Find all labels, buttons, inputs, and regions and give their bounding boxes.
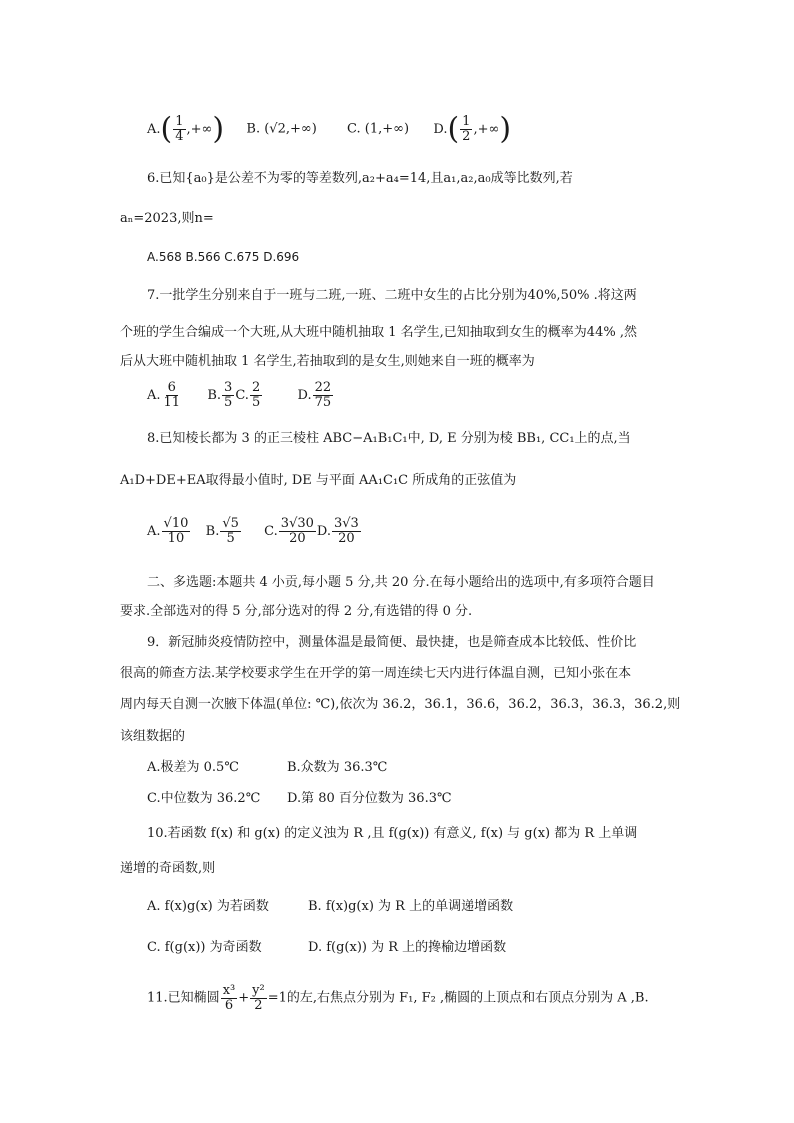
- q7-c-label: C.: [235, 387, 249, 403]
- q7-d-denominator: 75: [314, 394, 332, 410]
- q7-d-numerator: 22: [314, 380, 332, 395]
- q9-option-b: B.众数为 36.3℃: [287, 760, 388, 775]
- q5-a-denominator: 4: [175, 128, 184, 144]
- q8-option-a: [147, 516, 191, 546]
- q8-stem-line2: A₁D+DE+EA取得最小值时, DE 与平面 AA₁C₁C 所成角的正弦值为: [120, 473, 517, 488]
- q5-a-label: A.: [147, 121, 161, 137]
- q7-stem-line1: 7.一批学生分别来自于一班与二班,一班、二班中女生的占比分别为40%,50% .将这两: [147, 288, 637, 303]
- q8-b-fraction: [220, 517, 241, 545]
- q7-b-fraction: [222, 381, 234, 409]
- q8-option-d: [316, 516, 362, 546]
- section2-intro-line2: 要求.全部选对的得 5 分,部分选对的得 2 分,有选错的得 0 分.: [120, 604, 473, 619]
- q6-stem-line1: 6.已知{a₀}是公差不为零的等差数列,a₂+a₄=14,且a₁,a₂,a₀成等比数列,若: [147, 171, 573, 186]
- q9-option-a: A.极差为 0.5℃: [147, 760, 239, 775]
- q8-c-fraction: [279, 517, 316, 545]
- q9-stem-line1: 9．新冠肺炎疫情防控中，测量体温是最简便、最快捷，也是筛查成本比较低、性价比: [147, 635, 637, 650]
- q11-x-denominator: 6: [224, 997, 234, 1013]
- q5-options: [147, 111, 512, 146]
- q7-a-numerator: 6: [167, 380, 176, 395]
- q10-option-b: B. f(x)g(x) 为 R 上的单调递增函数: [308, 899, 514, 914]
- q7-d-fraction: [313, 381, 334, 409]
- q5-d-open-paren: (: [447, 111, 460, 146]
- q10-option-a: A. f(x)g(x) 为若函数: [147, 899, 269, 914]
- q5-option-a: [147, 111, 228, 146]
- q5-a-numerator: 1: [175, 113, 184, 129]
- q6-stem-line2: aₙ=2023,则n=: [120, 211, 214, 226]
- q7-d-label: D.: [297, 387, 312, 403]
- q7-option-d: [297, 380, 335, 410]
- q5-option-d: [433, 111, 512, 146]
- q9-option-d: D.第 80 百分位数为 36.3℃: [287, 791, 452, 806]
- q7-option-b: [207, 380, 235, 410]
- q8-b-label: B.: [205, 523, 220, 539]
- q7-options: [147, 381, 334, 409]
- q8-a-numerator: √10: [163, 516, 189, 531]
- q7-b-denominator: 5: [224, 394, 233, 410]
- q8-option-c: [264, 516, 317, 546]
- q11-x-numerator: x³: [222, 983, 236, 998]
- q5-d-tail: ,+∞: [473, 121, 500, 137]
- q11-x-fraction: [221, 984, 238, 1012]
- q9-stem-line2: 很高的筛查方法.某学校要求学生在开学的第一周连续七天内进行体温自测，已知小张在本: [120, 666, 632, 681]
- q7-c-denominator: 5: [251, 394, 261, 410]
- section2-intro-line1: 二、多选题:本题共 4 小贡,每小题 5 分,共 20 分.在每小题给出的选项中,有多项符合题目: [147, 575, 655, 590]
- q11-plus: +: [238, 990, 250, 1006]
- q11-stem: [147, 984, 649, 1012]
- q5-option-b: B. (√2,+∞): [246, 121, 317, 137]
- q10-stem-line2: 递增的奇函数,则: [120, 861, 216, 876]
- q7-a-label: A.: [147, 387, 161, 403]
- q11-y-fraction: [250, 984, 267, 1012]
- q8-b-numerator: √5: [222, 516, 239, 531]
- q8-option-b: [205, 516, 242, 546]
- q7-c-fraction: [250, 381, 262, 409]
- q9-option-c: C.中位数为 36.2℃: [147, 791, 261, 806]
- q8-d-denominator: 20: [338, 530, 355, 546]
- q7-c-numerator: 2: [251, 380, 261, 395]
- q5-d-label: D.: [433, 121, 448, 137]
- q5-d-fraction: [460, 115, 472, 143]
- q5-a-close-paren: ): [212, 111, 225, 146]
- q10-option-c: C. f(g(x)) 为奇函数: [147, 940, 262, 955]
- q7-stem-line3: 后从大班中随机抽取 1 名学生,若抽取到的是女生,则她来自一班的概率为: [120, 354, 535, 369]
- q10-option-d: D. f(g(x)) 为 R 上的搀榆边增函数: [308, 940, 507, 955]
- q8-a-fraction: [162, 517, 191, 545]
- q9-stem-line3: 周内每天自测一次腋下体温(单位: ℃),依次为 36.2，36.1，36.6，36.2，36.3，36.3，36.2,则: [120, 697, 681, 712]
- q8-c-denominator: 20: [289, 530, 306, 546]
- q7-option-c: [235, 380, 263, 410]
- q8-stem-line1: 8.已知棱长都为 3 的正三棱柱 ABC−A₁B₁C₁中, D, E 分别为棱 BB₁, CC₁上的点,当: [147, 431, 631, 446]
- q8-d-numerator: 3√3: [334, 516, 359, 531]
- q11-y-denominator: 2: [254, 997, 263, 1013]
- q5-option-c: C. (1,+∞): [347, 121, 410, 137]
- q7-b-label: B.: [207, 387, 222, 403]
- q6-options: A.568 B.566 C.675 D.696: [147, 250, 300, 264]
- q5-a-open-paren: (: [160, 111, 173, 146]
- q7-a-fraction: [162, 381, 183, 409]
- q5-a-fraction: [173, 115, 185, 143]
- q8-b-denominator: 5: [226, 530, 235, 546]
- q11-suffix: =1的左,右焦点分别为 F₁, F₂ ,椭圆的上顶点和右顶点分别为 A ,B.: [267, 990, 649, 1006]
- q10-stem-line1: 10.若函数 f(x) 和 g(x) 的定义浊为 R ,且 f(g(x)) 有意义, f(x) 与 g(x) 都为 R 上单调: [147, 826, 638, 841]
- q5-a-tail: ,+∞: [186, 121, 213, 137]
- q11-prefix: 11.已知椭圆: [147, 990, 220, 1006]
- q7-a-denominator: 11: [163, 394, 181, 410]
- q7-option-a: [147, 380, 183, 410]
- q8-a-label: A.: [147, 523, 161, 539]
- q9-stem-line4: 该组数据的: [120, 729, 186, 744]
- q5-d-close-paren: ): [499, 111, 512, 146]
- q8-c-numerator: 3√30: [280, 516, 314, 531]
- q7-stem-line2: 个班的学生合编成一个大班,从大班中随机抽取 1 名学生,已知抽取到女生的概率为44% ,然: [120, 325, 637, 340]
- q8-c-label: C.: [264, 523, 278, 539]
- q7-b-numerator: 3: [224, 380, 233, 395]
- q8-options: [147, 517, 362, 545]
- q11-y-numerator: y²: [252, 983, 265, 998]
- q5-d-denominator: 2: [462, 128, 471, 144]
- q8-d-label: D.: [316, 523, 331, 539]
- q5-d-numerator: 1: [462, 113, 471, 129]
- q8-d-fraction: [332, 517, 361, 545]
- q8-a-denominator: 10: [167, 530, 185, 546]
